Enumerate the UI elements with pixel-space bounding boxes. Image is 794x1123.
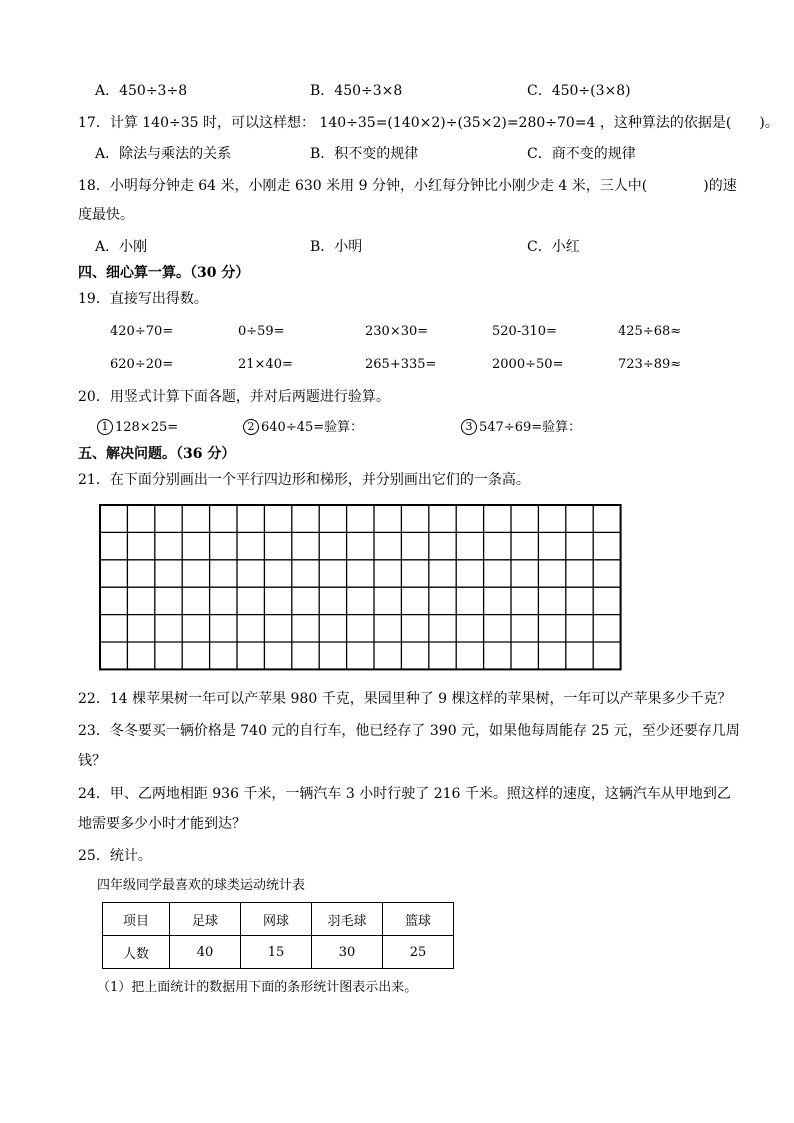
q20-item-3 xyxy=(461,419,581,437)
q18-option-a: A．小刚 xyxy=(95,239,148,255)
table-header-cell: 羽毛球 xyxy=(312,903,383,936)
q20-item-1 xyxy=(97,419,178,437)
table-cell: 15 xyxy=(241,936,312,969)
section-4-heading: 四、细心算一算。（30 分） xyxy=(78,265,250,281)
circled-number: 2 xyxy=(243,419,259,435)
q19-text: 19．直接写出得数。 xyxy=(78,291,208,307)
grid-lines xyxy=(98,503,622,675)
q17-option-c: C．商不变的规律 xyxy=(527,146,636,162)
drawing-grid[interactable] xyxy=(98,503,622,679)
q19-item: 425÷68≈ xyxy=(618,324,682,339)
table-header-cell: 篮球 xyxy=(383,903,454,936)
q20-expr: 128×25= xyxy=(115,420,179,435)
q23-text-line2: 钱？ xyxy=(78,753,106,769)
q16-option-b: B．450÷3×8 xyxy=(310,83,403,99)
table-title: 四年级同学最喜欢的球类运动统计表 xyxy=(97,878,306,893)
q19-item: 21×40= xyxy=(238,357,293,372)
q25-text: 25．统计。 xyxy=(78,848,152,864)
table-cell: 40 xyxy=(170,936,241,969)
q17-option-a: A．除法与乘法的关系 xyxy=(95,146,232,162)
q19-item: 0÷59= xyxy=(238,324,285,339)
q19-item: 420÷70= xyxy=(110,324,174,339)
q23-text-line1: 23．冬冬要买一辆价格是 740 元的自行车，他已经存了 390 元，如果他每周能存 25 元，至少还要存几周 xyxy=(78,723,740,739)
table-cell: 25 xyxy=(383,936,454,969)
q20-item-2 xyxy=(243,419,363,437)
q22-text: 22．14 棵苹果树一年可以产苹果 980 千克，果园里种了 9 棵这样的苹果树，一年可以产苹果多少千克？ xyxy=(78,691,732,707)
q18-option-b: B．小明 xyxy=(310,239,363,255)
table-header-cell: 足球 xyxy=(170,903,241,936)
table-row xyxy=(103,936,454,969)
q19-item: 265+335= xyxy=(365,357,437,372)
table-header-cell: 网球 xyxy=(241,903,312,936)
section-5-heading: 五、解决问题。（36 分） xyxy=(78,446,236,462)
q19-item: 620÷20= xyxy=(110,357,174,372)
q18-option-c: C．小红 xyxy=(527,239,580,255)
q20-text: 20．用竖式计算下面各题，并对后两题进行验算。 xyxy=(78,389,390,405)
q19-item: 723÷89≈ xyxy=(618,357,682,372)
q16-option-a: A．450÷3÷8 xyxy=(95,83,188,99)
q24-text-line2: 地需要多少小时才能到达？ xyxy=(78,816,246,832)
circled-number: 3 xyxy=(461,419,477,435)
q17-text: 17．计算 140÷35 时，可以这样想： 140÷35=(140×2)÷(35×2)=280÷70=4 ，这种算法的依据是( )。 xyxy=(78,115,779,131)
q19-item: 520-310= xyxy=(492,324,557,339)
q20-expr: 547÷69=验算： xyxy=(479,420,582,435)
table-row xyxy=(103,903,454,936)
stats-table xyxy=(102,902,454,969)
q19-item: 2000÷50= xyxy=(492,357,564,372)
q25-sub1-text: （1）把上面统计的数据用下面的条形统计图表示出来。 xyxy=(97,980,418,995)
q16-option-c: C．450÷(3×8) xyxy=(527,83,631,99)
q18-text-line1: 18．小明每分钟走 64 米，小刚走 630 米用 9 分钟，小红每分钟比小刚少走 4 米，三人中( )的速 xyxy=(78,178,737,194)
q17-option-b: B．积不变的规律 xyxy=(310,146,419,162)
table-cell: 人数 xyxy=(103,936,170,969)
q24-text-line1: 24．甲、乙两地相距 936 千米，一辆汽车 3 小时行驶了 216 千米。照这样的速度，这辆汽车从甲地到乙 xyxy=(78,786,731,802)
circled-number: 1 xyxy=(97,419,113,435)
q18-text-line2: 度最快。 xyxy=(78,207,134,223)
q19-item: 230×30= xyxy=(365,324,429,339)
q21-text: 21．在下面分别画出一个平行四边形和梯形，并分别画出它们的一条高。 xyxy=(78,472,530,488)
table-header-cell: 项目 xyxy=(103,903,170,936)
q20-expr: 640÷45=验算： xyxy=(261,420,364,435)
table-cell: 30 xyxy=(312,936,383,969)
